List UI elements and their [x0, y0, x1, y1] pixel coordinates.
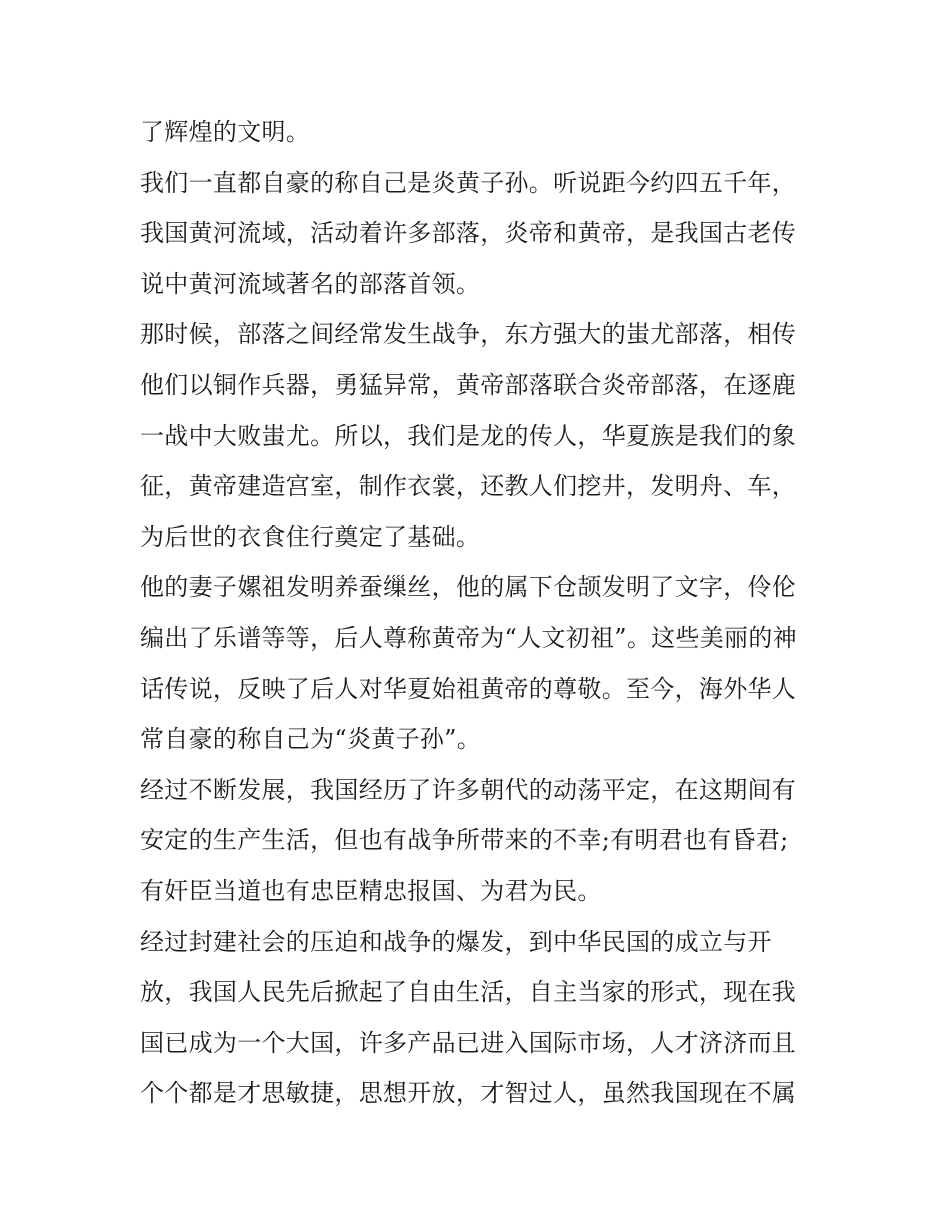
text-line: 了辉煌的文明。	[140, 118, 311, 146]
text-line: 征，黄帝建造宫室，制作衣裳，还教人们挖井，发明舟、车，	[140, 472, 797, 501]
text-line: 为后世的衣食住行奠定了基础。	[140, 522, 481, 551]
text-line: 我们一直都自豪的称自己是炎黄子孙。听说距今约四五千年，	[140, 168, 797, 197]
text-line: 个个都是才思敏捷，思想开放，才智过人，虽然我国现在不属	[140, 1079, 797, 1108]
text-line: 说中黄河流域著名的部落首领。	[140, 269, 481, 298]
text-line: 经过封建社会的压迫和战争的爆发，到中华民国的成立与开	[140, 927, 772, 956]
text-line: 我国黄河流域，活动着许多部落，炎帝和黄帝，是我国古老传	[140, 219, 797, 248]
body-text	[140, 107, 820, 1119]
text-line: 一战中大败蚩尤。所以，我们是龙的传人，华夏族是我们的象	[140, 421, 797, 450]
text-line: 他们以铜作兵器，勇猛异常，黄帝部落联合炎帝部落，在逐鹿	[140, 370, 797, 399]
text-line: 常自豪的称自己为“炎黄子孙”。	[140, 725, 482, 754]
text-line: 国已成为一个大国，许多产品已进入国际市场，人才济济而且	[140, 1028, 797, 1057]
text-line: 放，我国人民先后掀起了自由生活，自主当家的形式，现在我	[140, 978, 797, 1007]
text-line: 话传说，反映了后人对华夏始祖黄帝的尊敬。至今，海外华人	[140, 674, 797, 703]
text-line: 经过不断发展，我国经历了许多朝代的动荡平定，在这期间有	[140, 775, 797, 804]
text-line: 他的妻子嫘祖发明养蚕缫丝，他的属下仓颉发明了文字，伶伦	[140, 573, 797, 602]
text-line: 那时候，部落之间经常发生战争，东方强大的蚩尤部落，相传	[140, 320, 797, 349]
text-line: 安定的生产生活，但也有战争所带来的不幸;有明君也有昏君;	[140, 826, 789, 855]
text-line: 编出了乐谱等等，后人尊称黄帝为“人文初祖”。这些美丽的神	[140, 623, 797, 652]
text-line: 有奸臣当道也有忠臣精忠报国、为君为民。	[140, 876, 602, 905]
